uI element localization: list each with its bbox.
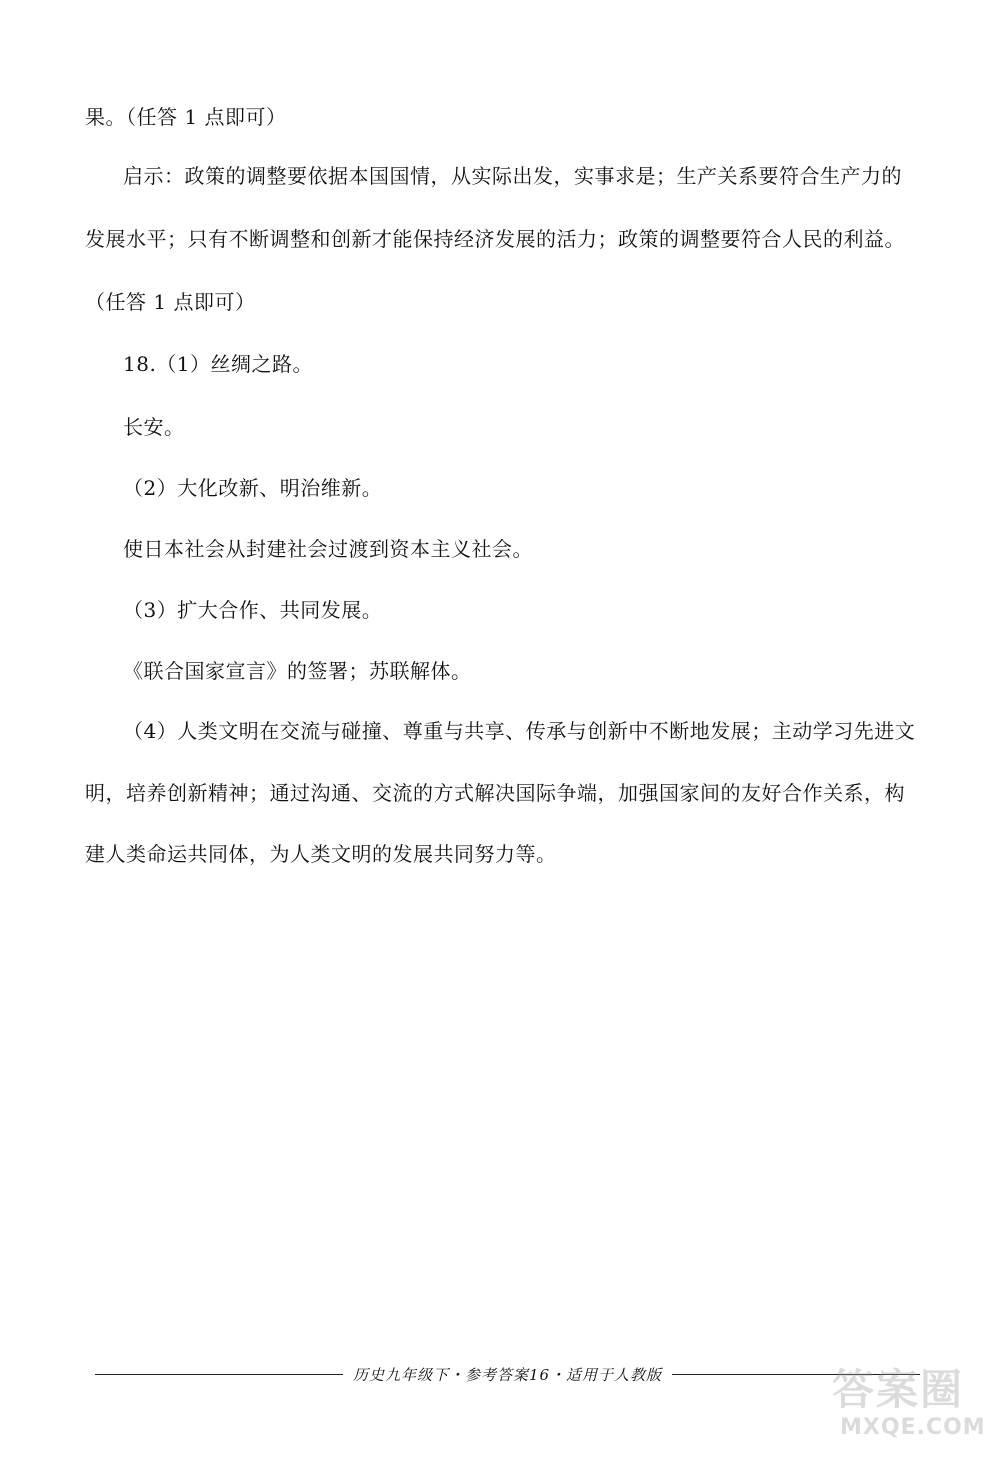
text-line-12: 明，培养创新精神；通过沟通、交流的方式解决国际争端，加强国家间的友好合作关系，构	[85, 781, 905, 805]
site-watermark	[832, 1357, 986, 1457]
text-line-3: 发展水平；只有不断调整和创新才能保持经济发展的活力；政策的调整要符合人民的利益。	[85, 227, 905, 251]
question-18-part-2: （2）大化改新、明治维新。	[123, 476, 383, 500]
question-18-part-3: （3）扩大合作、共同发展。	[123, 598, 383, 622]
question-18-part-1: 18.（1）丝绸之路。	[123, 352, 314, 376]
text-line-1: 果。（任答 1 点即可）	[85, 105, 287, 129]
question-18-part-4: （4）人类文明在交流与碰撞、尊重与共享、传承与创新中不断地发展；主动学习先进文	[123, 719, 916, 743]
watermark-chars: 答案圈	[832, 1365, 965, 1414]
text-line-2: 启示：政策的调整要依据本国国情，从实际出发，实事求是；生产关系要符合生产力的	[123, 164, 902, 188]
text-line-13: 建人类命运共同体，为人类文明的发展共同努力等。	[85, 842, 557, 866]
answer-line: 长安。	[123, 415, 185, 439]
answer-line: 《联合国家宣言》的签署；苏联解体。	[123, 659, 472, 683]
answer-line: 使日本社会从封建社会过渡到资本主义社会。	[123, 537, 533, 561]
footer-text: 历史九年级下・参考答案16・适用于人教版	[352, 1365, 663, 1384]
footer-rule-left	[95, 1374, 343, 1375]
watermark-url: MXQE.COM	[840, 1415, 986, 1440]
text-line-4: （任答 1 点即可）	[85, 290, 256, 314]
page-footer	[95, 1362, 920, 1386]
